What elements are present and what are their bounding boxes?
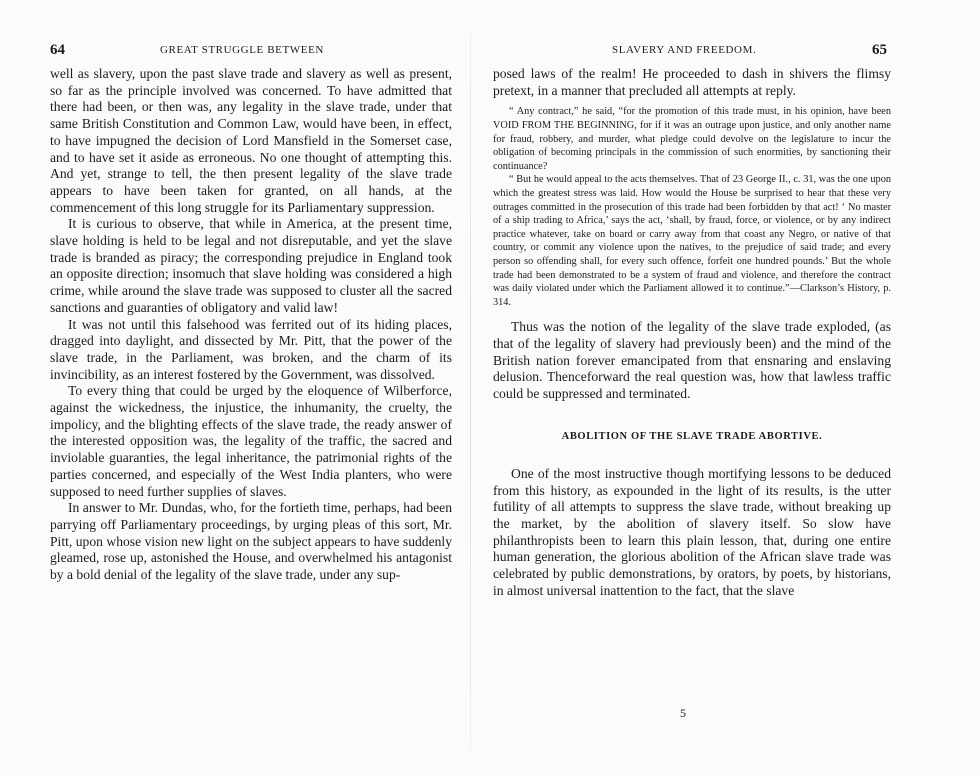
section-heading: ABOLITION OF THE SLAVE TRADE ABORTIVE. (561, 430, 823, 442)
paragraph: posed laws of the realm! He proceeded to dash in shivers the flimsy pretext, in a manner that precluded all attempts at reply. (493, 66, 891, 98)
paragraph: In answer to Mr. Dundas, who, for the fortieth time, perhaps, had been parrying off Parliamentary proceedings, by urging pleas of this sort, Mr. Pitt, upon whose vision new light on the subject appears to have suddenly gleamed, rose up, astonished the House, and overwhelmed his antagonist by a bold denial of the legality of the slave trade, under any sup- (50, 500, 452, 583)
signature-mark: 5 (680, 706, 686, 720)
quote-paragraph: “ Any contract,” he said, “for the promotion of this trade must, in his opinion, have been VOID FROM THE BEGINNING, for if it was an outrage upon justice, and only another name for fraud, robbery, and murder, what pledge could devolve on the legislature to incur the obligation of becoming principals in the commission of such enormities, by sanctioning their continuance? (493, 106, 891, 172)
paragraph: well as slavery, upon the past slave trade and slavery as well as present, so far as the principle involved was concerned. To have admitted that there had been, or then was, any legality in the slave trade, under that same British Constitution and Common Law, would have been, in effect, to have impugned the decision of Lord Mansfield in the Somerset case, and to have set it aside as erroneous. No one thought of attempting this. And yet, strange to tell, the then present legality of the slave trade appears to have been taken for granted, on all hands, at the commencement of this long struggle for its Parliamentary suppression. (50, 66, 452, 215)
block-quote (493, 105, 891, 309)
right-page (490, 0, 980, 776)
paragraph: One of the most instructive though mortifying lessons to be deduced from this history, as expounded in the light of its results, is the utter futility of all attempts to suppress the slave trade, without breaking up the market, by the abolition of slavery itself. So slow have philanthropists been to learn this plain lesson, that, during one entire human generation, the glorious abolition of the African slave trade was celebrated by public demonstrations, by orators, by poets, by historians, in almost universal inattention to the fact, that the slave (493, 465, 891, 598)
right-text-column (493, 66, 891, 599)
paragraph: It is curious to observe, that while in America, at the present time, slave holding is held to be legal and not disreputable, and yet the slave trade is branded as piracy; the corresponding prejudice in England took an opposite direction; insomuch that slave holding was considered a high crime, while around the slave trade was supposed to cluster all the sacred sanctions and guaranties of obligatory and valid law! (50, 216, 452, 315)
running-head: GREAT STRUGGLE BETWEEN (160, 44, 324, 56)
paragraph: It was not until this falsehood was ferrited out of its hiding places, dragged into daylight, and dissected by Mr. Pitt, that the power of the slave trade, in the Parliament, was broken, and the charm of its invincibility, as an interest fostered by the Government, was dissolved. (50, 316, 452, 382)
page-number: 65 (872, 42, 887, 58)
paragraph: To every thing that could be urged by the eloquence of Wilberforce, against the wickedness, the injustice, the inhumanity, the cruelty, the impolicy, and the blighting effects of the slave trade, the ready answer of the interested opposition was, the legality of the traffic, the sacred and inviolable guaranties, the legal inheritance, the patrimonial rights of the parties concerned, and especially of the West India planters, who were supposed to need further supplies of slaves. (50, 383, 452, 499)
paragraph: Thus was the notion of the legality of the slave trade exploded, (as that of the legality of slavery had previously been) and the mind of the British nation forever emancipated from that ensnaring and enslaving delusion. Thenceforward the real question was, how that lawless traffic could be suppressed and terminated. (493, 319, 891, 402)
page-number: 64 (50, 42, 65, 58)
left-text-column (50, 66, 452, 584)
quote-paragraph: “ But he would appeal to the acts themselves. That of 23 George II., c. 31, was the one upon which the greatest stress was laid. How would the House be surprised to hear that these very outrages committed in the prosecution of this trade had been forbidden by that act! ‘ No master of a ship trading to Africa,’ says the act, ‘shall, by fraud, force, or violence, or by any indirect practice whatever, take on board or carry away from that coast any Negro, or native of that country, or commit any violence upon the natives, to the prejudice of said trade; and every person so offending shall, for every such offence, forfeit one hundred pounds.’ But the whole trade had been demonstrated to be a system of fraud and violence, and therefore the contract was daily violated under which the Parliament allowed it to continue.”—Clarkson’s History, p. 314. (493, 174, 891, 308)
running-head: SLAVERY AND FREEDOM. (612, 44, 757, 56)
